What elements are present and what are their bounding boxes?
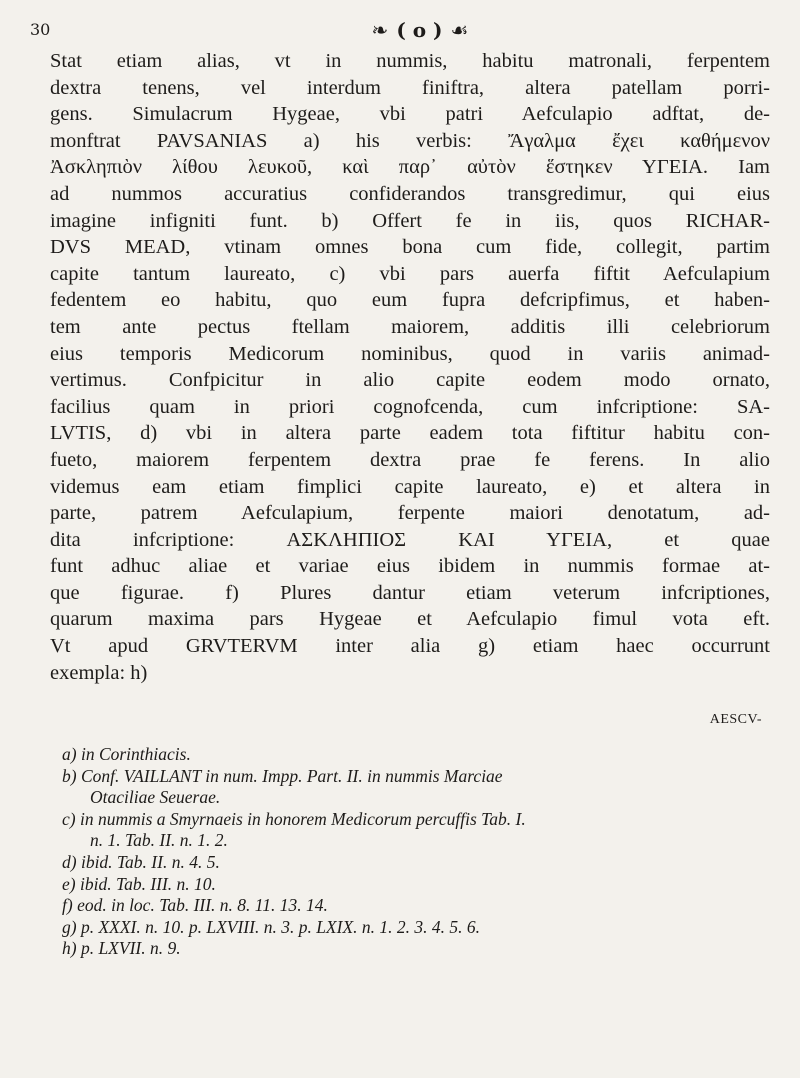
text-line: ad nummos accuratius confiderandos transgredimur, qui eius (50, 182, 770, 205)
fleuron-right-icon: ☙ (450, 18, 469, 42)
text-line: vertimus. Confpicitur in alio capite eodem modo ornato, (50, 369, 770, 392)
running-header (30, 14, 760, 46)
text-line: fedentem eo habitu, quo eum fupra defcripfimus, et haben- (50, 289, 770, 312)
main-text (50, 48, 770, 686)
footnotes (62, 744, 770, 960)
text-line: fueto, maiorem ferpentem dextra prae fe ferens. In alio (50, 448, 770, 471)
text-line: videmus eam etiam fimplici capite laureato, e) et altera in (50, 475, 770, 498)
text-line: parte, patrem Aefculapium, ferpente maiori denotatum, ad- (50, 502, 770, 525)
text-line: Vt apud GRVTERVM inter alia g) etiam haec occurrunt (50, 635, 770, 658)
text-line: imagine infigniti funt. b) Offert fe in iis, quos RICHAR- (50, 209, 770, 232)
footnote-b: b) Conf. VAILLANT in num. Impp. Part. II. in nummis Marciae (62, 765, 503, 786)
catchword: AESCV- (709, 712, 762, 727)
ornament-center: ( o ) (396, 18, 443, 42)
footnote-d: d) ibid. Tab. II. n. 4. 5. (62, 851, 220, 872)
page-number: 30 (30, 20, 51, 39)
header-ornament (340, 14, 500, 46)
text-line: tem ante pectus ftellam maiorem, additis illi celebriorum (50, 315, 770, 338)
footnote-c: c) in nummis a Smyrnaeis in honorem Medicorum percuffis Tab. I. (62, 808, 526, 829)
text-line: gens. Simulacrum Hygeae, vbi patri Aefculapio adftat, de- (50, 103, 770, 126)
text-line: Ἀσκληπιὸν λίθου λευκοῦ, καὶ παρ᾽ αὐτὸν ἕστηκεν ΥΓΕΙΑ. Iam (50, 156, 770, 179)
text-line: facilius quam in priori cognofcenda, cum infcriptione: SA- (50, 395, 770, 418)
footnote-h: h) p. LXVII. n. 9. (62, 938, 181, 959)
fleuron-left-icon: ❧ (371, 18, 389, 42)
text-line: dita infcriptione: ΑΣΚΛΗΠΙΟΣ ΚΑΙ ΥΓΕΙΑ, et quae (50, 528, 770, 551)
text-line: funt adhuc aliae et variae eius ibidem in nummis formae at- (50, 555, 770, 578)
footnote-e: e) ibid. Tab. III. n. 10. (62, 873, 216, 894)
text-line: que figurae. f) Plures dantur etiam veterum infcriptiones, (50, 581, 770, 604)
text-line: quarum maxima pars Hygeae et Aefculapio fimul vota eft. (50, 608, 770, 631)
footnote-c-continued: n. 1. Tab. II. n. 1. 2. (90, 830, 228, 851)
footnote-a: a) in Corinthiacis. (62, 744, 191, 764)
text-line: exempla: h) (50, 661, 148, 684)
text-line: monftrat PAVSANIAS a) his verbis: Ἄγαλμα ἔχει καθήμενον (50, 129, 770, 152)
text-line: LVTIS, d) vbi in altera parte eadem tota fiftitur habitu con- (50, 422, 770, 445)
text-line: capite tantum laureato, c) vbi pars auerfa fiftit Aefculapium (50, 262, 770, 285)
footnote-g: g) p. XXXI. n. 10. p. LXVIII. n. 3. p. LXIX. n. 1. 2. 3. 4. 5. 6. (62, 916, 481, 937)
text-line: Stat etiam alias, vt in nummis, habitu matronali, ferpentem (50, 50, 770, 72)
text-line: DVS MEAD, vtinam omnes bona cum fide, collegit, partim (50, 236, 770, 259)
text-line: dextra tenens, vel interdum finiftra, altera patellam porri- (50, 76, 770, 99)
footnote-b-continued: Otaciliae Seuerae. (90, 787, 221, 808)
text-line: eius temporis Medicorum nominibus, quod in variis animad- (50, 342, 770, 365)
footnote-f: f) eod. in loc. Tab. III. n. 8. 11. 13. 14. (62, 895, 328, 916)
